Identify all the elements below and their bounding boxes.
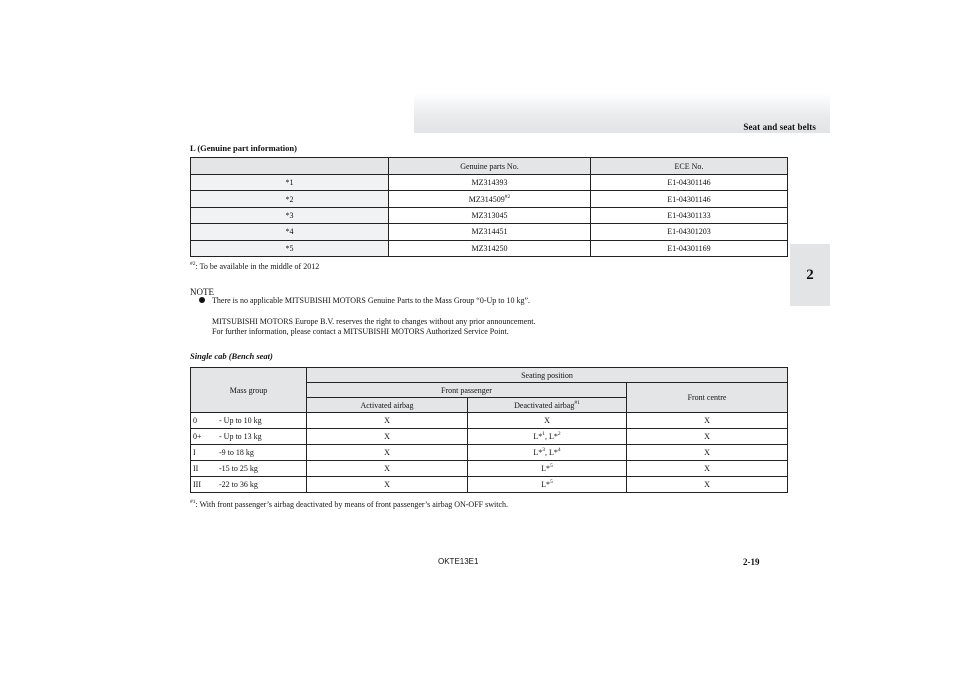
part-number: MZ313045	[389, 207, 591, 223]
document-code: OKTE13E1	[438, 557, 479, 566]
deactivated-value: L*$^5$	[468, 477, 627, 493]
deactivated-value: L*$^5$	[468, 461, 627, 477]
table-header-row	[191, 158, 788, 175]
page-number: 2-19	[743, 557, 760, 567]
table-row	[191, 224, 788, 240]
table-row	[191, 429, 788, 445]
column-header-part-no: Genuine parts No.	[389, 158, 591, 175]
column-header-blank	[191, 158, 389, 175]
section-tab: 2	[790, 244, 830, 306]
row-mark: *1	[191, 175, 389, 191]
seating-position-table	[190, 367, 788, 493]
table-row	[191, 175, 788, 191]
mass-group: III -22 to 36 kg	[191, 477, 307, 493]
seating-position-header: Seating position	[307, 368, 788, 383]
page-section-title: Seat and seat belts	[743, 122, 816, 132]
mass-group: 0 - Up to 10 kg	[191, 413, 307, 429]
part-number: MZ314509$^{\#2}$	[389, 191, 591, 207]
table-row	[191, 445, 788, 461]
table-row	[191, 413, 788, 429]
note-text: For further information, please contact a MITSUBISHI MOTORS Authorized Service Point.	[212, 327, 509, 336]
column-header-ece-no: ECE No.	[591, 158, 788, 175]
deactivated-value: X	[468, 413, 627, 429]
activated-value: X	[307, 461, 468, 477]
ece-number: E1-04301203	[591, 224, 788, 240]
activated-airbag-header: Activated airbag	[307, 398, 468, 413]
mass-group: 0+ - Up to 13 kg	[191, 429, 307, 445]
row-mark: *3	[191, 207, 389, 223]
part-number: MZ314393	[389, 175, 591, 191]
mass-group: II -15 to 25 kg	[191, 461, 307, 477]
part-number: MZ314451	[389, 224, 591, 240]
deactivated-value: L*$^3$, L*$^4$	[468, 445, 627, 461]
deactivated-airbag-header: Deactivated airbag$^{\#1}$	[468, 398, 627, 413]
parts-heading: L (Genuine part information)	[190, 143, 297, 153]
row-mark: *4	[191, 224, 389, 240]
front-passenger-header: Front passenger	[307, 383, 627, 398]
row-mark: *5	[191, 240, 389, 256]
note-text: MITSUBISHI MOTORS Europe B.V. reserves the right to changes without any prior announcement.	[212, 317, 536, 326]
front-centre-value: X	[627, 413, 788, 429]
activated-value: X	[307, 413, 468, 429]
front-centre-value: X	[627, 429, 788, 445]
bullet-icon	[199, 297, 205, 303]
activated-value: X	[307, 477, 468, 493]
genuine-parts-table	[190, 157, 788, 257]
ece-number: E1-04301169	[591, 240, 788, 256]
parts-footnote: $^{\#2}$: To be available in the middle of 2012	[190, 261, 320, 271]
table-row	[191, 240, 788, 256]
table-row	[191, 477, 788, 493]
note-label: NOTE	[190, 287, 214, 297]
table-row	[191, 461, 788, 477]
ece-number: E1-04301146	[591, 191, 788, 207]
activated-value: X	[307, 429, 468, 445]
front-centre-value: X	[627, 477, 788, 493]
table-row	[191, 191, 788, 207]
ece-number: E1-04301133	[591, 207, 788, 223]
mass-group: I -9 to 18 kg	[191, 445, 307, 461]
front-centre-header: Front centre	[627, 383, 788, 413]
row-mark: *2	[191, 191, 389, 207]
front-centre-value: X	[627, 461, 788, 477]
table-row	[191, 207, 788, 223]
activated-value: X	[307, 445, 468, 461]
mass-group-header: Mass group	[191, 368, 307, 413]
seating-footnote: $^{\#1}$: With front passenger’s airbag deactivated by means of front passenger’s airbag ON-OFF switch.	[190, 499, 508, 509]
ece-number: E1-04301146	[591, 175, 788, 191]
deactivated-value: L*$^1$, L*$^2$	[468, 429, 627, 445]
note-text: There is no applicable MITSUBISHI MOTORS Genuine Parts to the Mass Group “0-Up to 10 kg”.	[212, 296, 531, 305]
seating-subheading: Single cab (Bench seat)	[190, 351, 273, 361]
part-number: MZ314250	[389, 240, 591, 256]
front-centre-value: X	[627, 445, 788, 461]
